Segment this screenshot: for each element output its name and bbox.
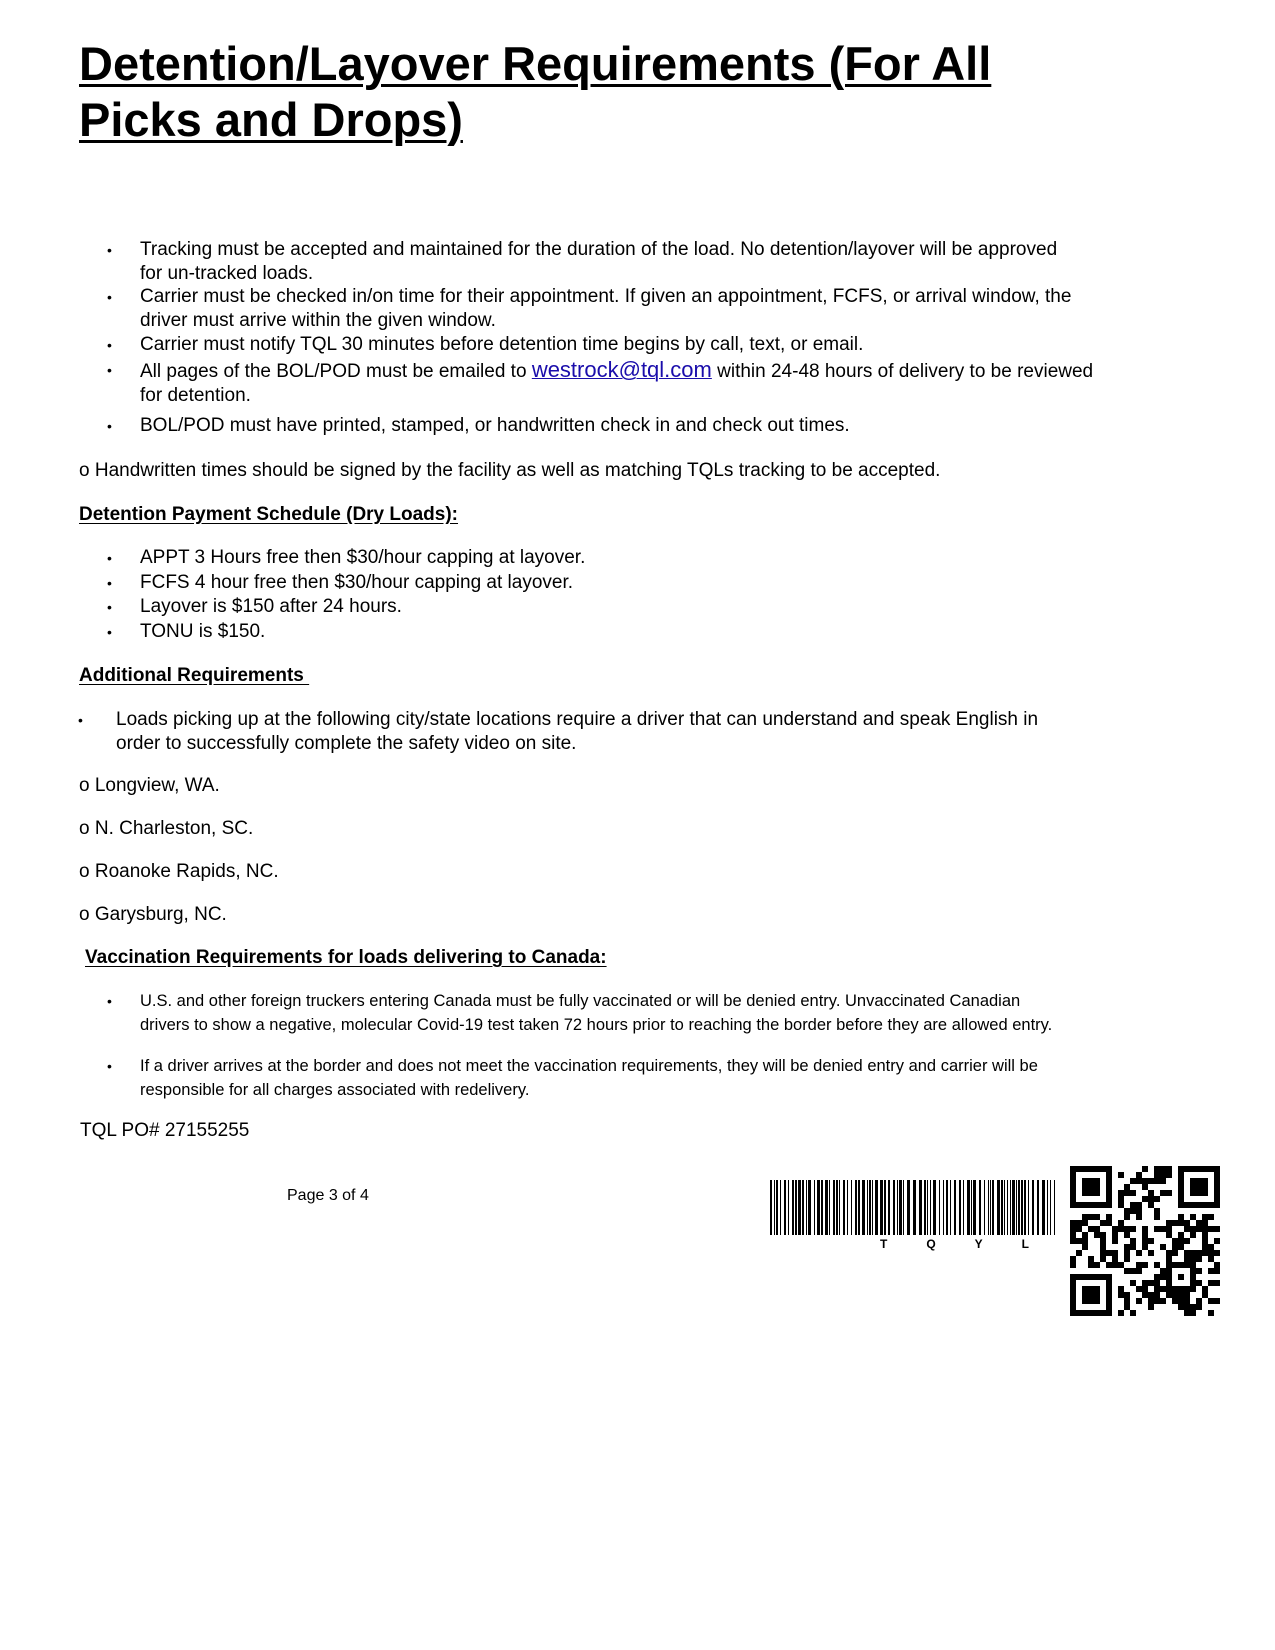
schedule-item <box>107 571 1080 595</box>
bullet-checkin <box>107 285 1080 333</box>
vaccination-item-text: If a driver arrives at the border and does not meet the vaccination requirements, they will be denied entry and carrier will be responsible for all charges associated with redelivery. <box>140 1057 1038 1099</box>
barcode-char: L <box>1021 1237 1030 1251</box>
barcode-char: Y <box>974 1237 984 1251</box>
schedule-item <box>107 546 1080 570</box>
location-item: o N. Charleston, SC. <box>79 818 254 839</box>
additional-bullet-text: Loads picking up at the following city/state locations require a driver that can understand and speak English in order to successfully complete the safety video on site. <box>116 709 1039 754</box>
barcode-icon <box>770 1180 1060 1235</box>
bullet-dot: • <box>107 362 112 378</box>
bullet-tracking <box>107 238 1080 286</box>
schedule-item-text: TONU is $150. <box>140 621 266 642</box>
vaccination-item <box>107 1054 1060 1102</box>
bullet-dot: • <box>107 289 112 305</box>
bullet-bol-email <box>107 357 1100 408</box>
handwritten-note: o Handwritten times should be signed by the facility as well as matching TQLs tracking to be accepted. <box>79 460 941 481</box>
schedule-item <box>107 620 1080 644</box>
vaccination-item <box>107 989 1060 1037</box>
schedule-item-text: FCFS 4 hour free then $30/hour capping at layover. <box>140 572 574 593</box>
schedule-item-text: Layover is $150 after 24 hours. <box>140 596 402 617</box>
vaccination-item-text: U.S. and other foreign truckers entering Canada must be fully vaccinated or will be denied entry. Unvaccinated Canadian drivers to show a negative, molecular Covid-19 test taken 72 hours prior to reaching the border before they are allowed entry. <box>140 992 1053 1034</box>
qr-code-icon <box>1070 1166 1220 1316</box>
schedule-item <box>107 595 1080 619</box>
bullet-text: Carrier must notify TQL 30 minutes before detention time begins by call, text, or email. <box>140 334 864 355</box>
schedule-item-text: APPT 3 Hours free then $30/hour capping at layover. <box>140 547 586 568</box>
bullet-dot: • <box>107 993 112 1009</box>
additional-requirements-heading: Additional Requirements <box>79 665 310 686</box>
bullet-dot: • <box>107 599 112 615</box>
bullet-dot: • <box>107 337 112 353</box>
bullet-dot: • <box>107 550 112 566</box>
location-item: o Roanoke Rapids, NC. <box>79 861 279 882</box>
bullet-notify <box>107 333 1080 357</box>
detention-schedule-heading: Detention Payment Schedule (Dry Loads): <box>79 504 459 525</box>
bullet-text-start: All pages of the BOL/POD must be emailed to <box>140 361 532 382</box>
barcode-char: T <box>880 1237 889 1251</box>
location-item: o Longview, WA. <box>79 775 220 796</box>
bullet-dot: • <box>107 624 112 640</box>
page-title: Detention/Layover Requirements (For All Picks and Drops) <box>79 37 992 146</box>
page-number: Page 3 of 4 <box>287 1187 369 1204</box>
bullet-text-end: within 24-48 hours of delivery to be reviewed for detention. <box>140 361 1094 406</box>
barcode-label <box>880 1237 1030 1251</box>
barcode-char: Q <box>926 1237 937 1251</box>
bullet-text: Carrier must be checked in/on time for their appointment. If given an appointment, FCFS, or arrival window, the driver must arrive within the given window. <box>140 286 1072 331</box>
bullet-dot: • <box>107 1058 112 1074</box>
vaccination-heading: Vaccination Requirements for loads delivering to Canada: <box>85 947 607 968</box>
bullet-dot: • <box>107 242 112 258</box>
po-number: TQL PO# 27155255 <box>80 1120 250 1141</box>
bullet-text: BOL/POD must have printed, stamped, or handwritten check in and check out times. <box>140 415 850 436</box>
bullet-dot: • <box>107 575 112 591</box>
bullet-dot: • <box>107 418 112 434</box>
additional-bullet <box>78 708 1046 756</box>
email-link[interactable]: westrock@tql.com <box>531 357 712 382</box>
location-item: o Garysburg, NC. <box>79 904 227 925</box>
bullet-dot: • <box>78 712 83 728</box>
bullet-bol-times <box>107 414 1080 438</box>
bullet-text: Tracking must be accepted and maintained for the duration of the load. No detention/layover will be approved for un-tracked loads. <box>140 239 1058 284</box>
